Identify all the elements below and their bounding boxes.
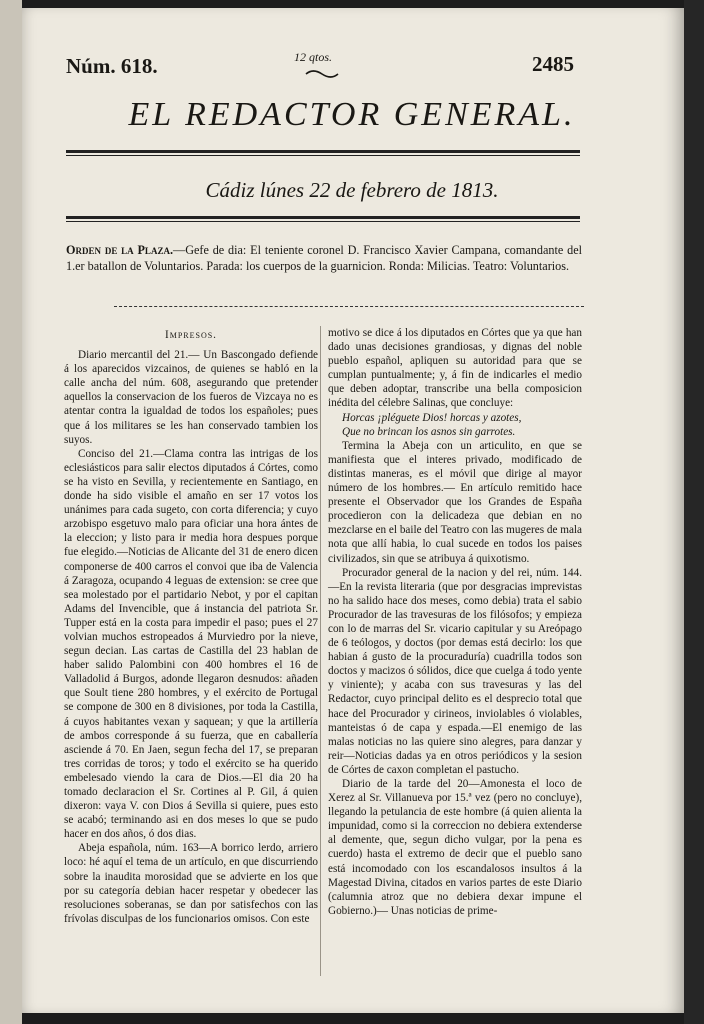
- masthead-rule: [66, 150, 580, 156]
- issue-number: Núm. 618.: [66, 54, 158, 78]
- column-divider: [320, 326, 321, 976]
- orden-lead: Orden de la Plaza.: [66, 243, 173, 257]
- section-title: Impresos.: [165, 329, 217, 341]
- book-gutter: [0, 0, 22, 1024]
- orden-de-la-plaza: [66, 242, 582, 274]
- background-edge: [684, 0, 704, 1024]
- paragraph-motivo: motivo se dice á los diputados en Córtes que ya que han dado unas decisiones grandiosas, y dignas del noble pueblo español, apliquen su autoridad para que se cumplan puntualmente; y, á fin de indicarles el medio que deben adoptar, transcribe una bella composicion inédita del célebre Salinas, que concluye:: [328, 327, 582, 410]
- paragraph-diario-mercantil: Diario mercantil del 21.— Un Bascongado defiende á los aparecidos vizcainos, de quienes se habló en la calle ancha del núm. 608, asegurando que pretender aquellos la conservacion de los fueros de Vizcaya no es atentar contra la igualdad de todos los españoles; pues que á los militares se les han conservado tambien los suyos.: [64, 349, 318, 446]
- page-number: 2485: [532, 52, 574, 76]
- date-rule: [66, 216, 580, 222]
- verse-line-2: Que no brincan los asnos sin garrotes.: [342, 425, 516, 438]
- paragraph-abeja: Abeja española, núm. 163—A borrico lerdo, arriero loco: hé aquí el tema de un artículo, en que discurriendo sobre la inaudita morosidad que se advierte en los que por su categoría debian hacer respetar y obedecer las resoluciones soberanas, se dan por satisfechos con las frívolas disculpas de los funcionarios omisos. Con este: [64, 842, 318, 925]
- verse-line-1: Horcas ¡pléguete Dios! horcas y azotes,: [342, 411, 522, 424]
- masthead-title: EL REDACTOR GENERAL.: [128, 96, 576, 133]
- price-note: 12 qtos.: [294, 50, 333, 64]
- paragraph-diario-tarde: Diario de la tarde del 20—Amonesta el loco de Xerez al Sr. Villanueva por 15.ª vez (pero no concluye), llegando la petulancia de este hombre (á quien alienta la impunidad, como si la correccion no debiera extenderse al demente, que, segun dicho vulgar, por la pena es cuerdo) hasta el extremo de decir que el pueblo sano está incomodado con los escandalosos insultos á la Magestad Divina, citados en varios partes de este Diario (calumnia atroz que no debiera dexar impune el Gobierno.)— Unas noticias de prime-: [328, 778, 582, 917]
- orden-text: —Gefe de dia: El teniente coronel D. Francisco Xavier Campana, comandante del 1.er batallon de Voluntarios. Parada: los cuerpos de la guarnicion. Ronda: Milicias. Teatro: Voluntarios.: [66, 243, 583, 273]
- issue-date: Cádiz lúnes 22 de febrero de 1813.: [205, 178, 499, 202]
- paragraph-conciso: Conciso del 21.—Clama contra las intrigas de los eclesiásticos para salir electos diputados á Córtes, como se ha visto en Sevilla, y recientemente en Santiago, en donde ha sido visible el amaño en ser 17 votos los unánimes para cada sugeto, con corta diferencia; y cuyo arzobispo esgetuvo malo para oficiar una hora ántes de la eleccion; y listo para ir media hora despues porque fue elegido.—Noticias de Alicante del 31 de enero dicen componerse de 400 carros el convoi que iba de Valencia á Zaragoza, ocupando 4 leguas de extension: se cree que sea molestado por el partidario Nebot, y por el capitan Adams del Invencible, que á instancia del patriota Sr. Tupper está en la costa para impedir el paso; pues el 27 volvian muchos estropeados á Murviedro por la nieve, segun decian. Las cartas de Castilla del 23 hablan de haber salido Palombini con 400 hombres el 16 de Valladolid á Burgos, adonde llegaron desnudos: añaden que Soult tiene 280 hombres, y el exército de Portugal se compone de 300 en 8 divisiones, por toda la Castilla, á cuyos habitantes vexan y saquean; y que la artillería de ambos corresponde á su fuerza, que en caballería asciende á 70. En Jaen, segun fecha del 17, se preparan tres corridas de toros; y todo el exército se ha querido embelesado viendo la cara de Dios.—El dia 20 ha tomado declaracion el Sr. Cortines al P. Gil, á quien dixeron: vaya V. con Dios á Sevilla si quiere, pues esto se acabó; terminando asi en dos meses lo que se pudo hacer en dos años, ó dos dias.: [64, 447, 318, 841]
- paragraph-termina: Termina la Abeja con un articulito, en que se manifiesta que el interes privado, modificado de distintas maneras, es el móvil que dirige al mayor número de los hombres.— En artículo remitido hace presente el Observador que los Grandes de España procedieron con la delicadeza que debian en no mezclarse en el baile del Teatro con las mugeres de mala nota que allí habia, lo cual sucede en todos los paises civilizados, sin que se atribuya á quixotismo.: [328, 439, 582, 565]
- left-column: [64, 328, 318, 926]
- paragraph-procurador: Procurador general de la nacion y del rei, núm. 144.—En la revista literaria (que por desgracias imprevistas no ha salido hace dos meses, como debia) trata el sabio Procurador de las travesuras de los filósofos; y empieza con lo de marras del Sr. vicario capitular y su Areópago de 6 teólogos, y doctos (por demas está decirlo: los que habian á gusto de la procuraduría) cuadrilla todos son doctos y macizos ó sólidos, dice que cuelga á todo yente y viniente); y acaba con sus travesuras y las del Redactor, cuyo principal delito es el desprecio total que hace del Procurador y cirineos, inviolables ó violables, manteistas ó de capa y espada.—El enemigo de las malas noticias no las quiere sino alegres, para danzar y reir—Noticias dadas ya en otros periódicos y la sesion de Córtes de caxon completan el pastucho.: [328, 566, 582, 776]
- right-column: [328, 326, 582, 918]
- section-divider: [114, 306, 584, 307]
- flourish-ornament: [304, 68, 340, 80]
- newspaper-page: [22, 8, 684, 1013]
